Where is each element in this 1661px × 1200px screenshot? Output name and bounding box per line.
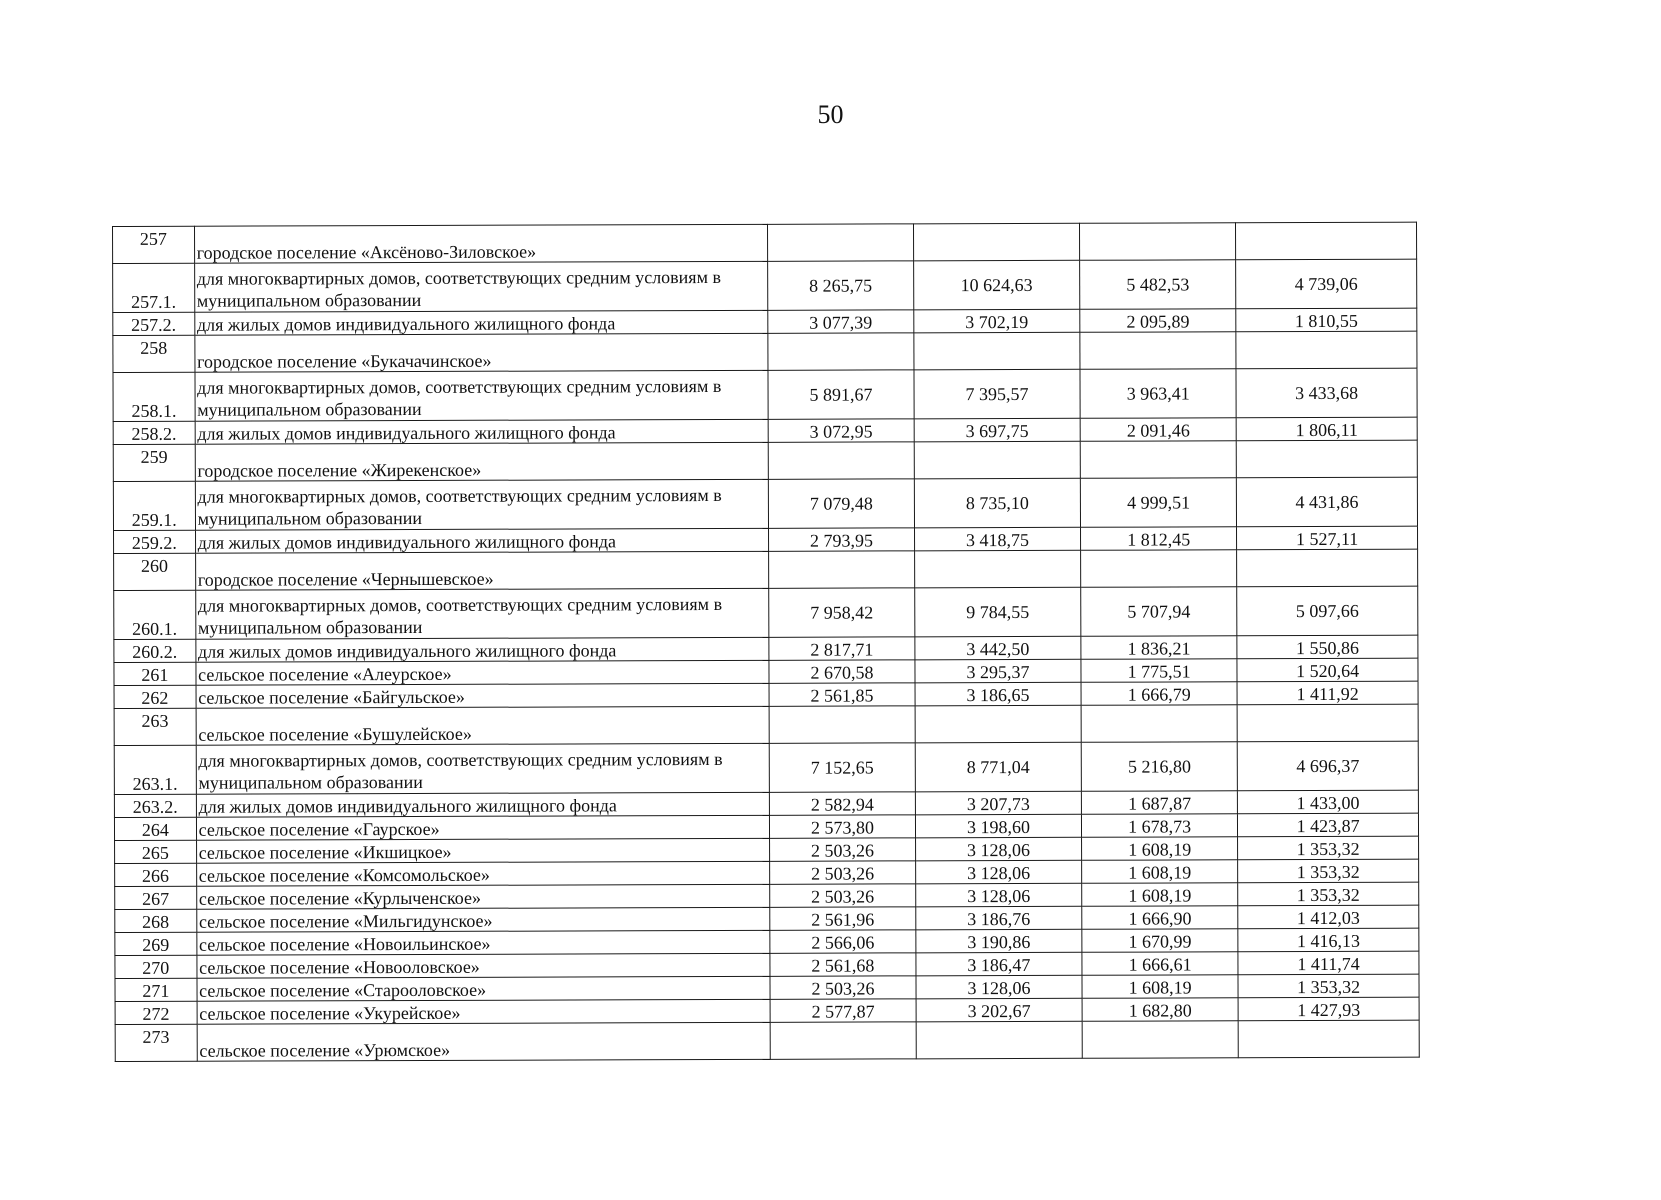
- table-row: [114, 586, 1418, 639]
- value-cell: 1 353,32: [1238, 882, 1419, 906]
- value-cell: [1236, 222, 1417, 260]
- value-cell: 1 353,32: [1238, 974, 1419, 998]
- table-row: [114, 549, 1418, 590]
- row-number: 259: [113, 444, 195, 481]
- value-cell: 7 152,65: [769, 743, 915, 792]
- value-cell: 1 353,32: [1238, 836, 1419, 860]
- row-number: 257.1.: [113, 263, 195, 312]
- row-name: сельское поселение «Комсомольское»: [196, 861, 770, 886]
- row-name: городское поселение «Букачачинское»: [194, 333, 768, 372]
- value-cell: 4 999,51: [1080, 478, 1236, 528]
- value-cell: 1 666,90: [1082, 906, 1238, 930]
- value-cell: 5 482,53: [1080, 260, 1236, 310]
- row-name: для жилых домов индивидуального жилищного фонда: [195, 419, 769, 444]
- table-row: [113, 259, 1417, 312]
- row-name: для жилых домов индивидуального жилищного фонда: [195, 637, 769, 662]
- value-cell: 1 666,79: [1081, 682, 1237, 706]
- value-cell: 10 624,63: [913, 260, 1080, 310]
- value-cell: 1 670,99: [1082, 929, 1238, 953]
- row-name: сельское поселение «Бушулейское»: [196, 706, 770, 745]
- table-body: [113, 222, 1420, 1061]
- value-cell: 8 771,04: [915, 742, 1082, 792]
- value-cell: 5 891,67: [768, 370, 914, 419]
- value-cell: [914, 332, 1080, 370]
- row-name: сельское поселение «Икшицкое»: [196, 838, 770, 863]
- value-cell: 2 561,96: [770, 907, 916, 930]
- value-cell: [1238, 1020, 1419, 1058]
- value-cell: [1236, 440, 1417, 478]
- row-name: для многоквартирных домов, соответствующих средним условиям в муниципальном образовании: [195, 588, 769, 639]
- row-name: сельское поселение «Новоoловское»: [197, 953, 771, 978]
- value-cell: 8 265,75: [768, 261, 914, 310]
- row-name: городское поселение «Аксёново-Зиловское»: [194, 224, 768, 263]
- value-cell: [1080, 441, 1236, 479]
- row-number: 262: [114, 685, 196, 708]
- row-number: 257.2.: [113, 312, 195, 335]
- row-number: 272: [115, 1001, 197, 1024]
- row-name: для многоквартирных домов, соответствующих средним условиям в муниципальном образовании: [195, 370, 769, 421]
- value-cell: 1 608,19: [1082, 975, 1238, 999]
- value-cell: [1236, 331, 1417, 369]
- value-cell: 3 697,75: [914, 418, 1080, 442]
- value-cell: 1 423,87: [1238, 813, 1419, 837]
- row-name: сельское поселение «Урюмское»: [197, 1022, 771, 1061]
- value-cell: 1 550,86: [1237, 635, 1418, 659]
- value-cell: 3 295,37: [915, 659, 1081, 683]
- table-row: [114, 741, 1418, 794]
- value-cell: [1080, 223, 1236, 261]
- value-cell: 1 812,45: [1081, 527, 1237, 551]
- value-cell: 2 091,46: [1080, 418, 1236, 442]
- value-cell: 3 433,68: [1236, 368, 1417, 418]
- value-cell: [1081, 705, 1237, 743]
- row-name: для многоквартирных домов, соответствующих средним условиям в муниципальном образовании: [196, 743, 770, 794]
- table-row: [113, 368, 1417, 421]
- value-cell: 3 190,86: [916, 929, 1082, 953]
- row-name: сельское поселение «Байгульское»: [196, 683, 770, 708]
- row-name: городское поселение «Чернышевское»: [195, 551, 769, 590]
- value-cell: 1 666,61: [1082, 952, 1238, 976]
- row-number: 258.1.: [113, 372, 195, 421]
- value-cell: 2 503,26: [770, 838, 916, 861]
- value-cell: 5 216,80: [1081, 742, 1237, 792]
- value-cell: [1081, 550, 1237, 588]
- value-cell: [914, 441, 1080, 479]
- value-cell: 9 784,55: [914, 587, 1081, 637]
- row-number: 268: [115, 909, 197, 932]
- value-cell: 1 608,19: [1082, 883, 1238, 907]
- row-number: 258.2.: [113, 421, 195, 444]
- value-cell: 3 202,67: [916, 998, 1082, 1022]
- value-cell: 3 963,41: [1080, 369, 1236, 419]
- table-row: [113, 331, 1417, 372]
- table-row: [115, 1020, 1419, 1061]
- value-cell: 2 577,87: [770, 999, 916, 1022]
- value-cell: 1 806,11: [1236, 417, 1417, 441]
- value-cell: [769, 551, 915, 588]
- table-row: [113, 477, 1417, 530]
- tariff-table: [112, 222, 1420, 1062]
- value-cell: 3 207,73: [915, 791, 1081, 815]
- row-number: 258: [113, 335, 195, 372]
- value-cell: 4 431,86: [1236, 477, 1417, 527]
- row-number: 264: [114, 817, 196, 840]
- row-name: сельское поселение «Укурейское»: [197, 999, 771, 1024]
- value-cell: [768, 333, 914, 370]
- value-cell: 3 128,06: [916, 975, 1082, 999]
- value-cell: 3 128,06: [915, 837, 1081, 861]
- row-number: 267: [115, 886, 197, 909]
- row-name: для жилых домов индивидуального жилищного фонда: [194, 310, 768, 335]
- value-cell: 1 608,19: [1082, 860, 1238, 884]
- row-number: 259.1.: [113, 481, 195, 530]
- value-cell: 1 412,03: [1238, 905, 1419, 929]
- value-cell: 3 186,47: [916, 952, 1082, 976]
- row-number: 257: [113, 226, 195, 263]
- row-number: 269: [115, 932, 197, 955]
- value-cell: 8 735,10: [914, 478, 1081, 528]
- row-number: 266: [115, 863, 197, 886]
- value-cell: [1080, 332, 1236, 370]
- row-name: для жилых домов индивидуального жилищного фонда: [195, 528, 769, 553]
- row-name: сельское поселение «Гаурское»: [196, 815, 770, 840]
- value-cell: 2 503,26: [770, 884, 916, 907]
- value-cell: 1 353,32: [1238, 859, 1419, 883]
- value-cell: 1 411,74: [1238, 951, 1419, 975]
- row-number: 259.2.: [114, 530, 196, 553]
- value-cell: 5 707,94: [1081, 587, 1237, 637]
- value-cell: [914, 550, 1080, 588]
- value-cell: [1082, 1021, 1238, 1059]
- value-cell: 1 810,55: [1236, 308, 1417, 332]
- row-name: сельское поселение «Алеурское»: [196, 660, 770, 685]
- value-cell: 1 775,51: [1081, 659, 1237, 683]
- value-cell: 7 079,48: [768, 479, 914, 528]
- row-number: 263: [114, 708, 196, 745]
- value-cell: 2 095,89: [1080, 309, 1236, 333]
- value-cell: 1 427,93: [1238, 997, 1419, 1021]
- row-name: сельское поселение «Мильгидунское»: [196, 907, 770, 932]
- value-cell: 1 527,11: [1237, 526, 1418, 550]
- value-cell: 2 573,80: [770, 815, 916, 838]
- value-cell: 1 433,00: [1238, 790, 1419, 814]
- value-cell: 3 186,65: [915, 682, 1081, 706]
- value-cell: 3 418,75: [914, 527, 1080, 551]
- value-cell: 1 687,87: [1082, 791, 1238, 815]
- row-number: 260.2.: [114, 639, 196, 662]
- value-cell: 2 561,85: [769, 683, 915, 706]
- table-row: [113, 222, 1417, 263]
- table-row: [114, 704, 1418, 745]
- row-name: сельское поселение «Новоильинское»: [196, 930, 770, 955]
- value-cell: [916, 1021, 1082, 1059]
- page-number: 50: [817, 100, 844, 129]
- row-number: 265: [115, 840, 197, 863]
- value-cell: [768, 442, 914, 479]
- value-cell: [768, 224, 914, 261]
- value-cell: 2 503,26: [770, 861, 916, 884]
- value-cell: [770, 1022, 916, 1059]
- row-name: для жилых домов индивидуального жилищного фонда: [196, 792, 770, 817]
- value-cell: 4 739,06: [1236, 259, 1417, 309]
- value-cell: 1 836,21: [1081, 636, 1237, 660]
- value-cell: 4 696,37: [1237, 741, 1418, 791]
- row-number: 273: [115, 1024, 197, 1061]
- value-cell: [913, 223, 1079, 261]
- value-cell: [769, 706, 915, 743]
- value-cell: 2 582,94: [769, 792, 915, 815]
- value-cell: 3 702,19: [914, 309, 1080, 333]
- row-name: для многоквартирных домов, соответствующих средним условиям в муниципальном образовании: [195, 479, 769, 530]
- row-number: 263.2.: [114, 794, 196, 817]
- row-number: 260.1.: [114, 590, 196, 639]
- row-number: 271: [115, 978, 197, 1001]
- value-cell: 3 186,76: [916, 906, 1082, 930]
- row-number: 261: [114, 662, 196, 685]
- value-cell: 1 608,19: [1082, 837, 1238, 861]
- value-cell: [1237, 549, 1418, 587]
- value-cell: 3 072,95: [768, 419, 914, 442]
- value-cell: 2 566,06: [770, 930, 916, 953]
- row-number: 263.1.: [114, 745, 196, 794]
- row-number: 270: [115, 955, 197, 978]
- value-cell: 3 128,06: [915, 860, 1081, 884]
- value-cell: 7 395,57: [914, 369, 1081, 419]
- value-cell: 3 442,50: [915, 636, 1081, 660]
- value-cell: [915, 705, 1081, 743]
- value-cell: 3 198,60: [915, 814, 1081, 838]
- table-row: [113, 440, 1417, 481]
- value-cell: 1 411,92: [1237, 681, 1418, 705]
- value-cell: 1 520,64: [1237, 658, 1418, 682]
- value-cell: 7 958,42: [769, 588, 915, 637]
- value-cell: 3 077,39: [768, 310, 914, 333]
- value-cell: [1237, 704, 1418, 742]
- row-name: сельское поселение «Курлыченское»: [196, 884, 770, 909]
- value-cell: 2 817,71: [769, 637, 915, 660]
- value-cell: 2 670,58: [769, 660, 915, 683]
- value-cell: 2 503,26: [770, 976, 916, 999]
- value-cell: 3 128,06: [915, 883, 1081, 907]
- value-cell: 1 678,73: [1082, 814, 1238, 838]
- value-cell: 1 416,13: [1238, 928, 1419, 952]
- row-number: 260: [114, 553, 196, 590]
- value-cell: 5 097,66: [1237, 586, 1418, 636]
- row-name: городское поселение «Жирекенское»: [195, 442, 769, 481]
- row-name: для многоквартирных домов, соответствующих средним условиям в муниципальном образовании: [194, 261, 768, 312]
- value-cell: 2 561,68: [770, 953, 916, 976]
- value-cell: 1 682,80: [1082, 998, 1238, 1022]
- value-cell: 2 793,95: [769, 528, 915, 551]
- row-name: сельское поселение «Старооловское»: [197, 976, 771, 1001]
